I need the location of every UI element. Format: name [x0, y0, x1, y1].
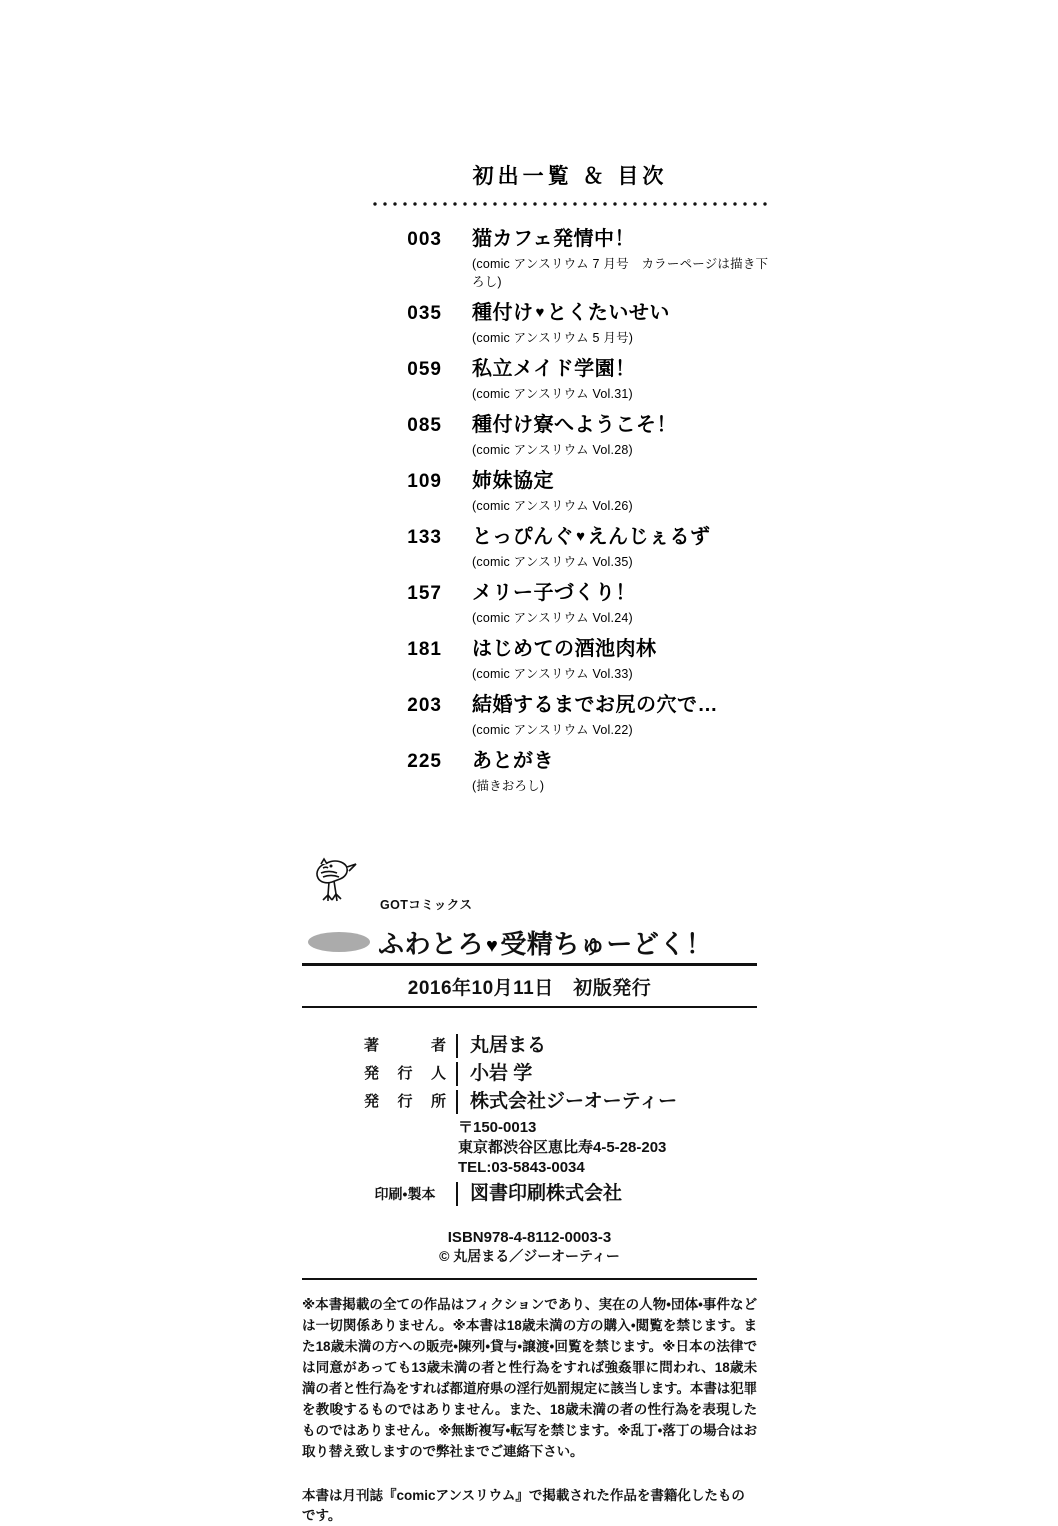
address-postcode: 〒150-0013	[458, 1119, 537, 1136]
toc-page-number: 203	[407, 695, 442, 716]
toc-chapter-title	[472, 296, 670, 325]
toc-page-number: 109	[407, 471, 442, 492]
book-title-row	[302, 923, 757, 961]
toc-entry[interactable]	[370, 688, 770, 738]
imprint-name: GOTコミックス	[380, 898, 473, 912]
toc-entry-source: (描きおろし)	[472, 779, 545, 793]
toc-entry-source: (comic アンスリウム Vol.28)	[472, 443, 633, 457]
toc-chapter-title: 種付け寮へようこそ！	[472, 414, 677, 436]
toc-chapter-title-part1: 種付け	[472, 302, 534, 324]
toc-entry[interactable]	[370, 520, 770, 570]
toc-chapter-title: はじめての酒池肉林	[472, 638, 657, 660]
toc-entry-line	[370, 520, 770, 549]
heart-icon: ♥	[576, 528, 586, 545]
toc-chapter-title: 猫カフェ発情中！	[472, 228, 635, 250]
toc-page-number: 157	[407, 583, 442, 604]
toc-entry-source: (comic アンスリウム Vol.22)	[472, 723, 633, 737]
toc-chapter-title: 姉妹協定	[472, 470, 554, 492]
toc-entry-line	[370, 408, 770, 437]
publication-date: 2016年10月11日 初版発行	[407, 978, 652, 999]
toc-entry[interactable]	[370, 222, 770, 290]
legal-notice: ※本書掲載の全ての作品はフィクションであり、実在の人物•団体•事件などは一切関係ありません。※本書は18歳未満の方の購入•閲覧を禁じます。また18歳未満の方への販売•陳列•貸与•譲渡•回覧を禁じます。※日本の法律では同意があっても13歳未満の者と性行為をすれば強姦罪に問われ、18歳未満の者と性行為をすれば都道府県の淫行処罰規定に該当します。本書は犯罪を教唆するものではありません。また、18歳未満の者の性行為を表現したものではありません。※無断複写•転写を禁じます。※乱丁•落丁の場合はお取り替え致しますので弊社までご連絡下さい。	[302, 1297, 757, 1459]
toc-entry-line	[370, 464, 770, 493]
publisher-logo-row	[302, 855, 757, 921]
toc-entry-line	[370, 688, 770, 717]
address-street: 東京都渋谷区恵比寿4-5-28-203	[458, 1139, 667, 1156]
publisher-address	[364, 1118, 757, 1178]
toc-chapter-title-part2: とくたいせい	[546, 302, 670, 324]
toc-entry-list	[370, 222, 770, 794]
toc-page-number: 133	[407, 527, 442, 548]
toc-entry-source: (comic アンスリウム Vol.33)	[472, 667, 633, 681]
bird-logo-icon	[307, 855, 369, 917]
book-title	[378, 924, 712, 961]
colophon	[302, 855, 757, 1526]
toc-entry[interactable]	[370, 296, 770, 346]
toc-entry-line	[370, 222, 770, 251]
toc-page-number: 085	[407, 415, 442, 436]
toc-chapter-title-part2: えんじぇるず	[587, 526, 711, 548]
toc-page-number: 035	[407, 303, 442, 324]
credit-value: 株式会社ジーオーティー	[470, 1091, 678, 1112]
credit-row	[364, 1034, 757, 1058]
toc-entry-source: (comic アンスリウム Vol.31)	[472, 387, 633, 401]
toc-entry[interactable]	[370, 576, 770, 626]
toc-entry-source: (comic アンスリウム 7 月号 カラーページは描き下ろし)	[472, 257, 769, 289]
credit-label: 発 行 所	[364, 1090, 458, 1114]
toc-entry-line	[370, 632, 770, 661]
toc-page-number: 181	[407, 639, 442, 660]
toc-chapter-title: 結婚するまでお尻の穴で…	[472, 694, 718, 716]
toc-page-number: 003	[407, 229, 442, 250]
toc-entry[interactable]	[370, 744, 770, 794]
toc-entry[interactable]	[370, 632, 770, 682]
credit-value: 小岩 学	[470, 1063, 533, 1084]
toc-entry-line	[370, 352, 770, 381]
credits-block	[302, 1034, 757, 1206]
book-title-part2: 受精ちゅーどく！	[500, 928, 713, 959]
printer-label: 印刷•製本	[364, 1182, 458, 1206]
toc-entry[interactable]	[370, 408, 770, 458]
dotted-divider	[370, 200, 770, 208]
credit-value: 丸居まる	[470, 1035, 547, 1056]
toc-page-number: 225	[407, 751, 442, 772]
pubdate-divider	[302, 1006, 757, 1008]
credit-row	[364, 1090, 757, 1114]
toc-entry-source: (comic アンスリウム Vol.26)	[472, 499, 633, 513]
credit-label: 発 行 人	[364, 1062, 458, 1086]
credit-row	[364, 1062, 757, 1086]
decorative-blob	[308, 932, 370, 952]
toc-entry-line	[370, 576, 770, 605]
printer-row	[364, 1182, 757, 1206]
toc-entry-line	[370, 744, 770, 773]
heart-icon: ♥	[486, 934, 499, 957]
toc-title: 初出一覧 ＆ 目次	[472, 165, 668, 188]
toc-chapter-title-part1: とっぴんぐ	[472, 526, 575, 548]
toc-entry[interactable]	[370, 352, 770, 402]
toc-page-number: 059	[407, 359, 442, 380]
toc-chapter-title: メリー子づくり！	[472, 582, 636, 604]
credit-label: 著 者	[364, 1034, 458, 1058]
toc-entry[interactable]	[370, 464, 770, 514]
book-title-part1: ふわとろ	[378, 928, 485, 959]
toc-entry-line	[370, 296, 770, 325]
address-tel: TEL:03-5843-0034	[458, 1159, 585, 1176]
toc-chapter-title	[472, 520, 711, 549]
toc-entry-source: (comic アンスリウム Vol.35)	[472, 555, 633, 569]
isbn-block	[302, 1228, 757, 1266]
toc-chapter-title: あとがき	[472, 750, 554, 772]
table-of-contents	[370, 160, 770, 800]
serialization-note: 本書は月刊誌『comicアンスリウム』で掲載された作品を書籍化したものです。	[302, 1488, 745, 1523]
printer-value: 図書印刷株式会社	[470, 1183, 623, 1204]
legal-divider	[302, 1278, 757, 1280]
heart-icon: ♥	[535, 304, 545, 321]
copyright-line: © 丸居まる／ジーオーティー	[439, 1248, 620, 1264]
isbn-number: ISBN978-4-8112-0003-3	[447, 1229, 612, 1246]
toc-entry-source: (comic アンスリウム 5 月号)	[472, 331, 634, 345]
toc-chapter-title: 私立メイド学園！	[472, 358, 636, 380]
toc-entry-source: (comic アンスリウム Vol.24)	[472, 611, 633, 625]
